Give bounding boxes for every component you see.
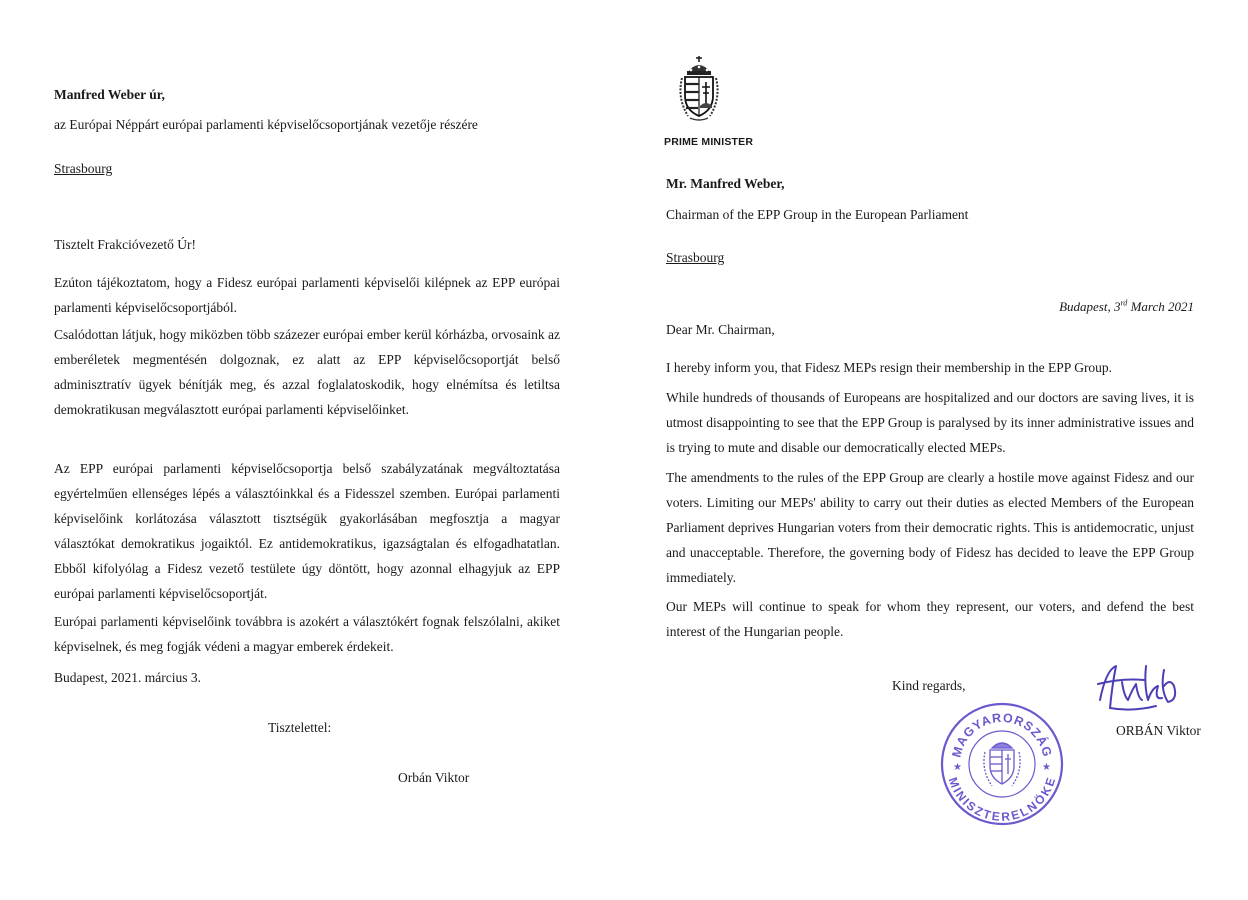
recipient-title: Chairman of the EPP Group in the European Parliament: [666, 207, 969, 222]
date-suffix: March 2021: [1127, 299, 1194, 314]
official-stamp-icon: [938, 700, 1066, 828]
paragraph-4: Európai parlamenti képviselőink továbbra is azokért a választókért fognak felszólalni, akiket képviselnek, és meg fogják védeni a magyar emberek érdekeit.: [54, 614, 560, 654]
paragraph-1: Ezúton tájékoztatom, hogy a Fidesz európai parlamenti képviselői kilépnek az EPP európai parlamenti képviselőcsoportjából.: [54, 275, 560, 315]
signature-icon: [1092, 660, 1188, 718]
english-letter: [624, 0, 1248, 900]
svg-text:★: ★: [1042, 762, 1051, 773]
date-line: [1059, 294, 1194, 319]
closing: Kind regards,: [892, 678, 966, 693]
recipient-name: Mr. Manfred Weber,: [666, 176, 785, 191]
recipient-name: Manfred Weber úr,: [54, 87, 165, 102]
closing: Tisztelettel:: [268, 720, 332, 735]
recipient-city: Strasbourg: [666, 250, 725, 265]
letterhead-label: PRIME MINISTER: [664, 136, 754, 148]
paragraph-1: I hereby inform you, that Fidesz MEPs resign their membership in the EPP Group.: [666, 360, 1113, 375]
coat-of-arms-icon: [676, 52, 722, 122]
date-line: Budapest, 2021. március 3.: [54, 670, 201, 685]
svg-text:★: ★: [953, 762, 962, 773]
salutation: Dear Mr. Chairman,: [666, 322, 775, 337]
date-superscript: rd: [1120, 298, 1128, 308]
paragraph-3: The amendments to the rules of the EPP Group are clearly a hostile move against Fidesz and our voters. Limiting our MEPs' ability to carry out their duties as elected Members of the European Parliament deprives Hungarian voters from their democratic rights. This is antidemocratic, unjust and unacceptable. Therefore, the governing body of Fidesz has decided to leave the EPP Group immediately.: [666, 470, 1194, 585]
signatory: Orbán Viktor: [398, 770, 470, 785]
paragraph-3: Az EPP európai parlamenti képviselőcsoportja belső szabályzatának megváltoztatása egyértelműen ellenséges lépés a választóinkkal és a Fidesszel szemben. Európai parlamenti képviselőink korlátozása választott tisztségük gyakorlásában megfosztja a magyar választókat demokratikus jogaiktól. Ez antidemokratikus, igazságtalan és elfogadhatatlan. Ebből kifolyólag a Fidesz vezető testülete úgy döntött, hogy azonnal elhagyjuk az EPP európai parlamenti képviselőcsoportját.: [54, 461, 560, 601]
stamp-bottom-text: MINISZTERELNÖKE: [945, 775, 1059, 824]
recipient-title: az Európai Néppárt európai parlamenti képviselőcsoportjának vezetője részére: [54, 117, 478, 132]
salutation: Tisztelt Frakcióvezető Úr!: [54, 237, 196, 252]
signatory: ORBÁN Viktor: [1116, 723, 1201, 738]
paragraph-2: Csalódottan látjuk, hogy miközben több százezer európai ember kerül kórházba, orvosaink az emberéletek megmentésén dolgoznak, ez alatt az EPP képviselőcsoportját belső adminisztratív ügyek bénítják meg, és azzal foglalatoskodik, hogy elnémítsa és letiltsa demokratikusan megválasztott európai parlamenti képviselőinket.: [54, 327, 560, 417]
paragraph-4: Our MEPs will continue to speak for whom they represent, our voters, and defend the best interest of the Hungarian people.: [666, 599, 1194, 639]
stamp-top-text: MAGYARORSZÁG: [949, 710, 1055, 759]
recipient-city: Strasbourg: [54, 161, 113, 176]
paragraph-2: While hundreds of thousands of Europeans are hospitalized and our doctors are saving lives, it is utmost disappointing to see that the EPP Group is paralysed by its inner administrative issues and is trying to mute and disable our democratically elected MEPs.: [666, 390, 1194, 455]
date-prefix: Budapest, 3: [1059, 299, 1121, 314]
